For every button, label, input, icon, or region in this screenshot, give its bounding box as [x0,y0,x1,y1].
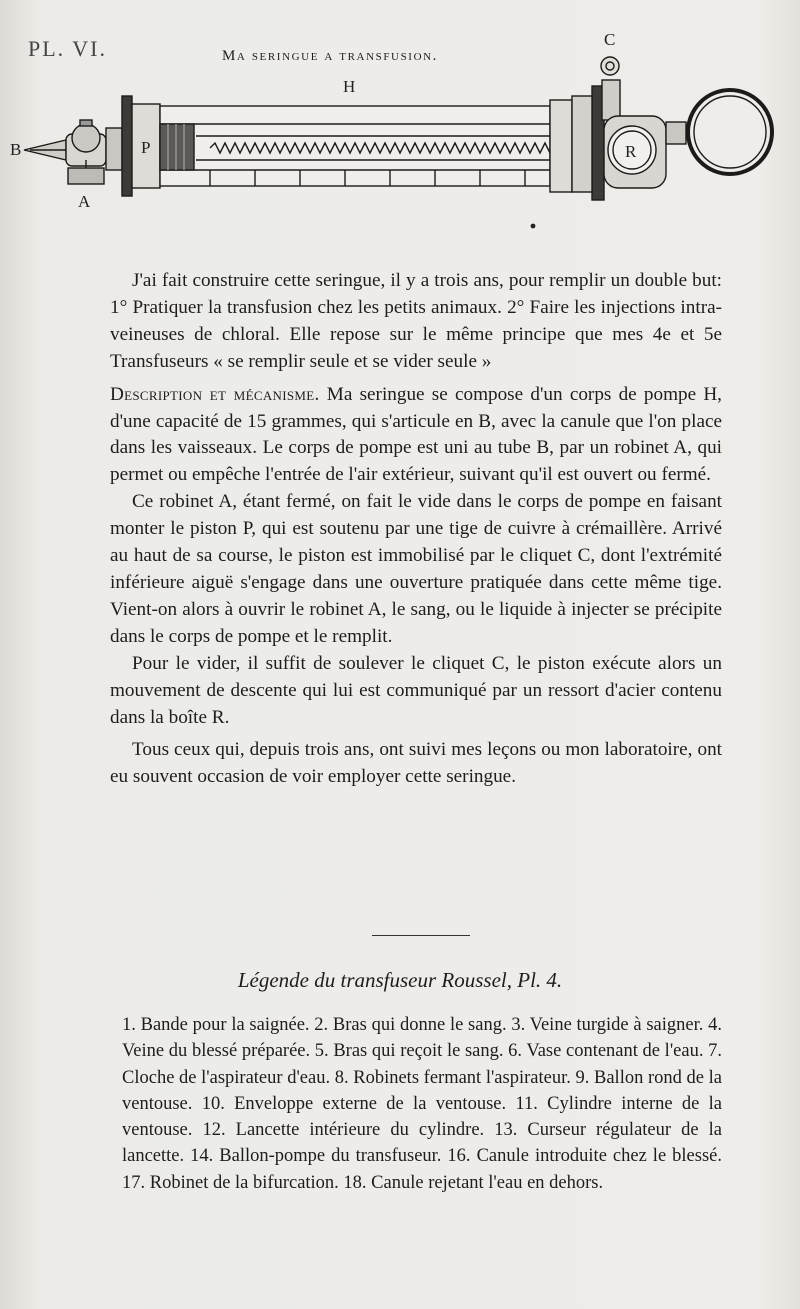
paragraph-description-text: Ma seringue se compose d'un corps de pompe H, d'une capacité de 15 grammes, qui s'articule en B, avec la canule que l'on place dans les vaisseaux. Le corps de pompe est uni au tube B, par un robinet A, qui permet ou empêche l'entrée de l'air extérieur, suivant qu'il est ouvert ou fermé. [110,383,722,486]
paragraph-closing: Tous ceux qui, depuis trois ans, ont suivi mes leçons ou mon laboratoire, ont eu souvent occasion de voir employer cette seringue. [110,739,722,788]
paragraph-intro: J'ai fait construire cette seringue, il y a trois ans, pour remplir un double but: 1° Pratiquer la transfusion chez les petits animaux. 2° Faire les injections intra-veineuses de chloral. Elle repose sur le même principe que mes 4e et 5e Transfuseurs « se remplir seule et se vider seule » [110,270,722,372]
paragraph-mechanism: Ce robinet A, étant fermé, on fait le vide dans le corps de pompe en faisant monter le piston P, qui est soutenu par une tige de cuivre à crémaillère. Arrivé au haut de sa course, le piston est immobilisé par le cliquet C, dont l'extrémité inférieure aiguë s'engage dans une ouverture pratiquée dans cette même tige. Vient-on alors à ouvrir le robinet A, le sang, ou le liquide à injecter se précipite dans le corps de pompe et le remplit. [110,491,722,647]
paragraph-description [110,382,722,490]
pawl-ring [601,57,619,75]
section-divider [372,935,470,936]
pawl [602,80,620,120]
piston [160,124,194,170]
plate-label: PL. VI. [28,36,107,61]
label-P: P [141,138,151,157]
legend-title: Légende du transfuseur Roussel, Pl. 4. [237,968,563,992]
label-A: A [78,192,91,211]
legend-text: 1. Bande pour la saignée. 2. Bras qui donne le sang. 3. Veine turgide à saigner. 4. Veine du blessé préparée. 5. Bras qui reçoit le sang. 6. Vase contenant de l'eau. 7. Cloche de l'aspirateur d'eau. 8. Robinets fermant l'aspirateur. 9. Ballon rond de la ventouse. 10. Enveloppe externe de la ventouse. 11. Cylindre interne de la ventouse. 12. Lancette intérieure du cylindre. 13. Curseur régulateur de la lancette. 14. Ballon-pompe du transfuseur. 16. Canule introduite chez le blessé. 17. Robinet de la bifurcation. 18. Canule rejetant l'eau en dehors. [122,1015,722,1193]
section-heading: Description et mécanisme. [110,383,320,405]
syringe-illustration [0,0,800,240]
body-text [110,268,722,791]
paragraph-emptying: Pour le vider, il suffit de soulever le cliquet C, le piston exécute alors un mouvement de descente qui lui est communiqué par un ressort d'acier contenu dans la boîte R. [110,652,722,728]
label-C: C [604,30,616,49]
label-H: H [343,77,356,96]
left-flange [122,96,132,196]
syringe-figure [0,0,800,240]
label-B: B [10,140,22,159]
barrel [160,106,550,186]
running-title: Ma seringue a transfusion. [222,48,439,64]
label-R: R [625,142,637,161]
stopcock-key [68,168,104,184]
